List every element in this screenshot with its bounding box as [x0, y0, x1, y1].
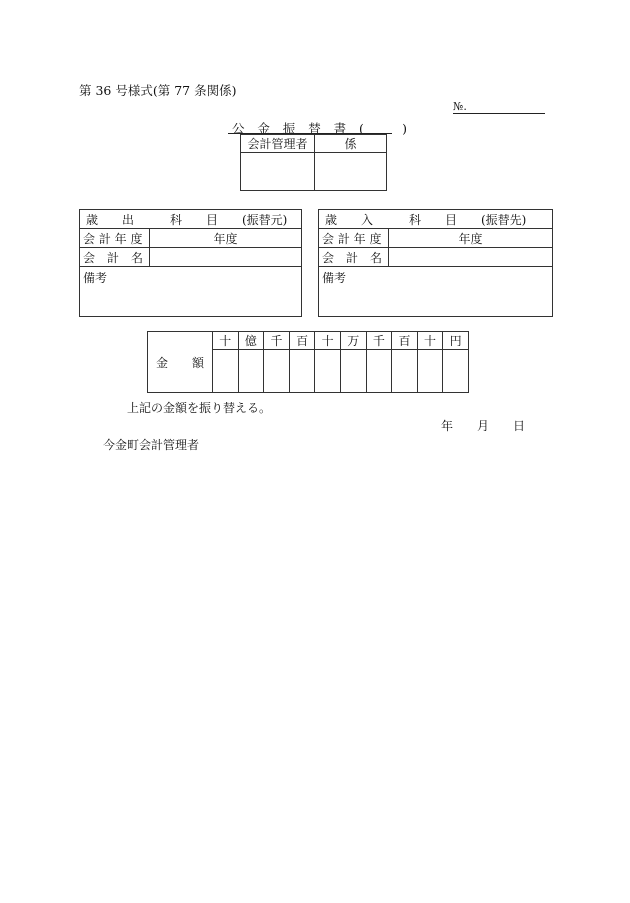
revenue-account-table [318, 209, 553, 317]
revenue-account-name-label: 会 計 名 [319, 248, 389, 267]
revenue-remarks-label: 備考 [322, 271, 347, 285]
digit-cell[interactable] [315, 350, 341, 393]
revenue-fiscal-year-field[interactable]: 年度 [389, 229, 553, 248]
transfer-statement: 上記の金額を振り替える。 [127, 401, 272, 415]
expense-header: 歳 出 科 目 (振替元) [80, 210, 302, 229]
digit-header-ju-man: 十 [315, 332, 341, 350]
digit-header-ju: 十 [417, 332, 443, 350]
amount-label: 金 額 [148, 332, 213, 393]
expense-fiscal-year-label: 会 計 年 度 [80, 229, 150, 248]
approval-stamp-box [240, 134, 387, 191]
digit-cell[interactable] [392, 350, 418, 393]
stamp-header-accountant: 会計管理者 [241, 135, 315, 153]
form-number: 第 36 号様式(第 77 条関係) [79, 83, 237, 98]
digit-header-hyaku-man: 百 [289, 332, 315, 350]
document-title: 公 金 振 替 書 ( ) [232, 121, 408, 136]
revenue-remarks-field[interactable] [319, 267, 553, 317]
expense-account-name-label: 会 計 名 [80, 248, 150, 267]
stamp-cell-accountant[interactable] [241, 153, 315, 191]
document-number-label: №. [453, 100, 467, 113]
expense-account-name-field[interactable] [150, 248, 302, 267]
accountant-signature-label: 今金町会計管理者 [103, 438, 200, 452]
digit-cell[interactable] [443, 350, 469, 393]
digit-header-yen: 円 [443, 332, 469, 350]
digit-cell[interactable] [264, 350, 290, 393]
digit-header-man: 万 [340, 332, 366, 350]
expense-account-table [79, 209, 302, 317]
expense-remarks-field[interactable] [80, 267, 302, 317]
revenue-header: 歳 入 科 目 (振替先) [319, 210, 553, 229]
amount-table [147, 331, 469, 393]
expense-remarks-label: 備考 [83, 271, 108, 285]
stamp-cell-staff[interactable] [315, 153, 387, 191]
digit-cell[interactable] [417, 350, 443, 393]
digit-header-ju-oku: 十 [213, 332, 239, 350]
digit-cell[interactable] [238, 350, 264, 393]
date-line: 年 月 日 [441, 419, 526, 433]
stamp-header-staff: 係 [315, 135, 387, 153]
document-number-line [453, 113, 545, 114]
digit-header-oku: 億 [238, 332, 264, 350]
digit-header-sen-man: 千 [264, 332, 290, 350]
digit-cell[interactable] [366, 350, 392, 393]
digit-cell[interactable] [340, 350, 366, 393]
expense-fiscal-year-field[interactable]: 年度 [150, 229, 302, 248]
digit-header-hyaku: 百 [392, 332, 418, 350]
revenue-fiscal-year-label: 会 計 年 度 [319, 229, 389, 248]
digit-cell[interactable] [213, 350, 239, 393]
revenue-account-name-field[interactable] [389, 248, 553, 267]
digit-cell[interactable] [289, 350, 315, 393]
digit-header-sen: 千 [366, 332, 392, 350]
